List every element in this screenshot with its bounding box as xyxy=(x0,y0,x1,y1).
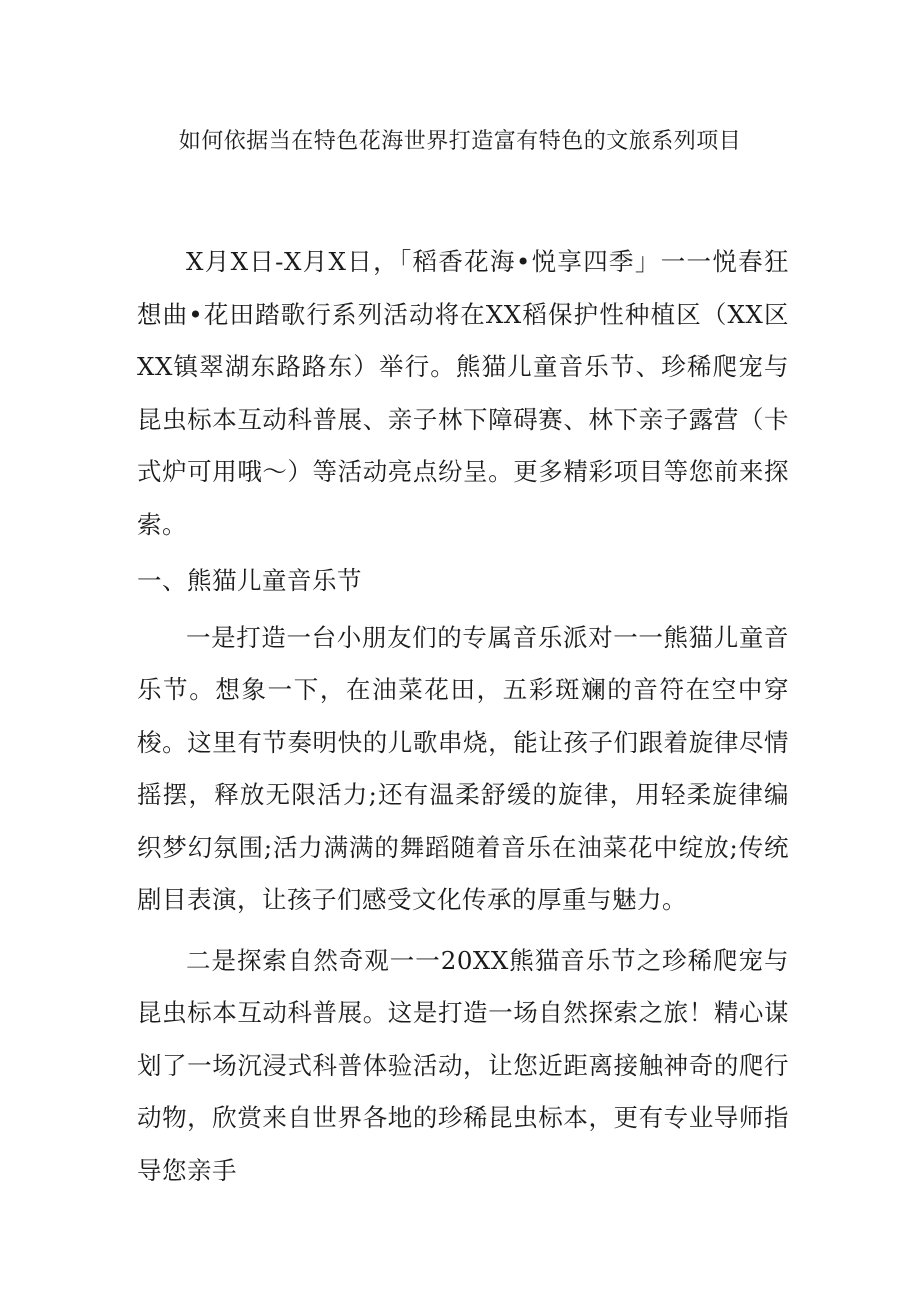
section1-paragraph-1: 一是打造一台小朋友们的专属音乐派对一一熊猫儿童音乐节。想象一下，在油菜花田，五彩斑斓的音符在空中穿梭。这里有节奏明快的儿歌串烧，能让孩子们跟着旋律尽情摇摆，释放无限活力;还有温柔舒缓的旋律，用轻柔旋律编织梦幻氛围;活力满满的舞蹈随着音乐在油菜花中绽放;传统剧目表演，让孩子们感受文化传承的厚重与魅力。 xyxy=(137,622,789,914)
intro-paragraph: X月X日-X月X日，「稻香花海•悦享四季」一一悦春狂想曲•花田踏歌行系列活动将在XX稻保护性种植区（XX区XX镇翠湖东路路东）举行。熊猫儿童音乐节、珍稀爬宠与昆虫标本互动科普展、亲子林下障碍赛、林下亲子露营（卡式炉可用哦～）等活动亮点纷呈。更多精彩项目等您前来探索。 xyxy=(137,247,789,539)
document-body xyxy=(137,236,789,1197)
section-heading-panda-music-festival: 一、熊猫儿童音乐节 xyxy=(137,566,362,595)
section1-paragraph-2: 二是探索自然奇观一一20XX熊猫音乐节之珍稀爬宠与昆虫标本互动科普展。这是打造一场自然探索之旅！精心谋划了一场沉浸式科普体验活动，让您近距离接触神奇的爬行动物，欣赏来自世界各地的珍稀昆虫标本，更有专业导师指导您亲手 xyxy=(137,945,789,1185)
document-title: 如何依据当在特色花海世界打造富有特色的文旅系列项目 xyxy=(178,129,742,154)
